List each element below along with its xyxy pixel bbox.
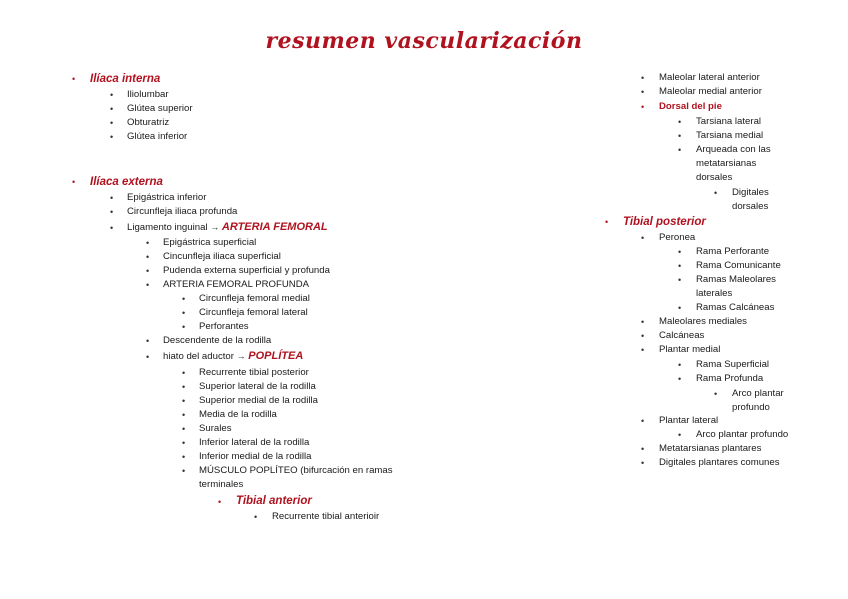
bullet: • — [678, 261, 682, 271]
list-item: Ramas Maleolares — [696, 274, 776, 285]
bullet: • — [678, 145, 682, 155]
list-item: Recurrente tibial anterioir — [272, 511, 380, 522]
bullet: • — [182, 382, 186, 392]
bullet: • — [110, 118, 114, 128]
hiato-line — [163, 349, 303, 364]
bullet: • — [146, 336, 150, 346]
list-item: Circunfleja femoral lateral — [199, 307, 308, 318]
bullet: • — [182, 322, 186, 332]
list-item: Superior lateral de la rodilla — [199, 381, 316, 392]
list-item: ARTERIA FEMORAL PROFUNDA — [163, 279, 310, 290]
list-item: Arco plantar profundo — [696, 429, 789, 440]
list-item: Digitales — [732, 187, 769, 198]
poplitea-heading: POPLÍTEA — [248, 350, 304, 362]
bullet: • — [714, 188, 718, 198]
list-item: Rama Profunda — [696, 373, 764, 384]
bullet: • — [110, 223, 114, 233]
list-item: Metatarsianas plantares — [659, 443, 762, 454]
arrow-icon: → — [210, 222, 220, 232]
bullet: • — [182, 424, 186, 434]
bullet: • — [678, 360, 682, 370]
bullet: • — [641, 331, 645, 341]
bullet: • — [110, 207, 114, 217]
bullet: • — [641, 102, 645, 112]
list-item-cont: terminales — [199, 479, 244, 490]
list-item: Ramas Calcáneas — [696, 302, 775, 313]
list-item: Iliolumbar — [127, 89, 169, 100]
bullet: • — [182, 466, 186, 476]
dorsal-del-pie-heading: Dorsal del pie — [659, 101, 722, 112]
bullet: • — [641, 458, 645, 468]
list-item: Glútea inferior — [127, 131, 188, 142]
bullet: • — [182, 396, 186, 406]
list-item: Glútea superior — [127, 103, 193, 114]
list-item: Arco plantar — [732, 388, 784, 399]
list-item: Rama Comunicante — [696, 260, 781, 271]
list-item: Tarsiana medial — [696, 130, 764, 141]
section-iliaca-externa: Ilíaca externa — [90, 176, 163, 188]
list-item-cont: metatarsianas — [696, 158, 757, 169]
list-item: Rama Perforante — [696, 246, 770, 257]
list-item: Obturatriz — [127, 117, 170, 128]
bullet: • — [72, 177, 76, 187]
bullet: • — [182, 410, 186, 420]
bullet: • — [678, 303, 682, 313]
list-item: Plantar medial — [659, 344, 721, 355]
list-item: Peronea — [659, 232, 696, 243]
arteria-femoral-heading: ARTERIA FEMORAL — [221, 221, 328, 233]
bullet: • — [641, 233, 645, 243]
list-item: Tarsiana lateral — [696, 116, 762, 127]
bullet: • — [146, 352, 150, 362]
bullet: • — [110, 132, 114, 142]
ligamento-text: Ligamento inguinal — [127, 222, 208, 233]
list-item: Maleolares mediales — [659, 316, 747, 327]
page-title: resumen vascularización — [265, 28, 583, 54]
bullet: • — [146, 252, 150, 262]
bullet: • — [641, 444, 645, 454]
bullet: • — [678, 247, 682, 257]
list-item: Superior medial de la rodilla — [199, 395, 318, 406]
list-item: Maleolar lateral anterior — [659, 72, 760, 83]
section-iliaca-interna: Ilíaca interna — [90, 73, 161, 85]
bullet: • — [146, 280, 150, 290]
list-item: Perforantes — [199, 321, 249, 332]
bullet: • — [641, 345, 645, 355]
list-item: Circunfleja iliaca profunda — [127, 206, 238, 217]
bullet: • — [678, 374, 682, 384]
list-item: Arqueada con las — [696, 144, 771, 155]
bullet: • — [641, 416, 645, 426]
list-item: Pudenda externa superficial y profunda — [163, 265, 330, 276]
bullet: • — [146, 266, 150, 276]
list-item: Inferior lateral de la rodilla — [199, 437, 310, 448]
bullet: • — [218, 497, 222, 507]
bullet: • — [182, 452, 186, 462]
list-item: Plantar lateral — [659, 415, 719, 426]
list-item-cont: dorsales — [732, 201, 769, 212]
bullet: • — [254, 512, 258, 522]
list-item: Digitales plantares comunes — [659, 457, 780, 468]
list-item: Inferior medial de la rodilla — [199, 451, 312, 462]
list-item: Surales — [199, 423, 232, 434]
bullet: • — [72, 74, 76, 84]
list-item-cont: dorsales — [696, 172, 733, 183]
ligamento-line — [127, 220, 328, 235]
bullet: • — [678, 430, 682, 440]
section-tibial-anterior: Tibial anterior — [236, 495, 312, 507]
bullet: • — [146, 238, 150, 248]
bullet: • — [110, 104, 114, 114]
list-item: Rama Superficial — [696, 359, 770, 370]
bullet: • — [641, 317, 645, 327]
hiato-text: hiato del aductor — [163, 351, 234, 362]
list-item-cont: laterales — [696, 288, 733, 299]
list-item-cont: profundo — [732, 402, 770, 413]
bullet: • — [182, 308, 186, 318]
bullet: • — [182, 294, 186, 304]
list-item: Maleolar medial anterior — [659, 86, 762, 97]
list-item: MÚSCULO POPLÍTEO (bifurcación en ramas — [199, 465, 393, 476]
bullet: • — [678, 117, 682, 127]
bullet: • — [182, 368, 186, 378]
arrow-icon: → — [236, 351, 246, 361]
bullet: • — [678, 131, 682, 141]
bullet: • — [641, 73, 645, 83]
bullet: • — [605, 217, 609, 227]
list-item: Descendente de la rodilla — [163, 335, 272, 346]
bullet: • — [182, 438, 186, 448]
bullet: • — [714, 389, 718, 399]
bullet: • — [641, 87, 645, 97]
bullet: • — [110, 193, 114, 203]
section-tibial-posterior: Tibial posterior — [623, 216, 706, 228]
list-item: Epigástrica superficial — [163, 237, 257, 248]
bullet: • — [110, 90, 114, 100]
list-item: Circunfleja femoral medial — [199, 293, 310, 304]
list-item: Recurrente tibial posterior — [199, 367, 309, 378]
list-item: Media de la rodilla — [199, 409, 277, 420]
list-item: Cincunfleja iliaca superficial — [163, 251, 281, 262]
bullet: • — [678, 275, 682, 285]
list-item: Epigástrica inferior — [127, 192, 207, 203]
list-item: Calcáneas — [659, 330, 705, 341]
